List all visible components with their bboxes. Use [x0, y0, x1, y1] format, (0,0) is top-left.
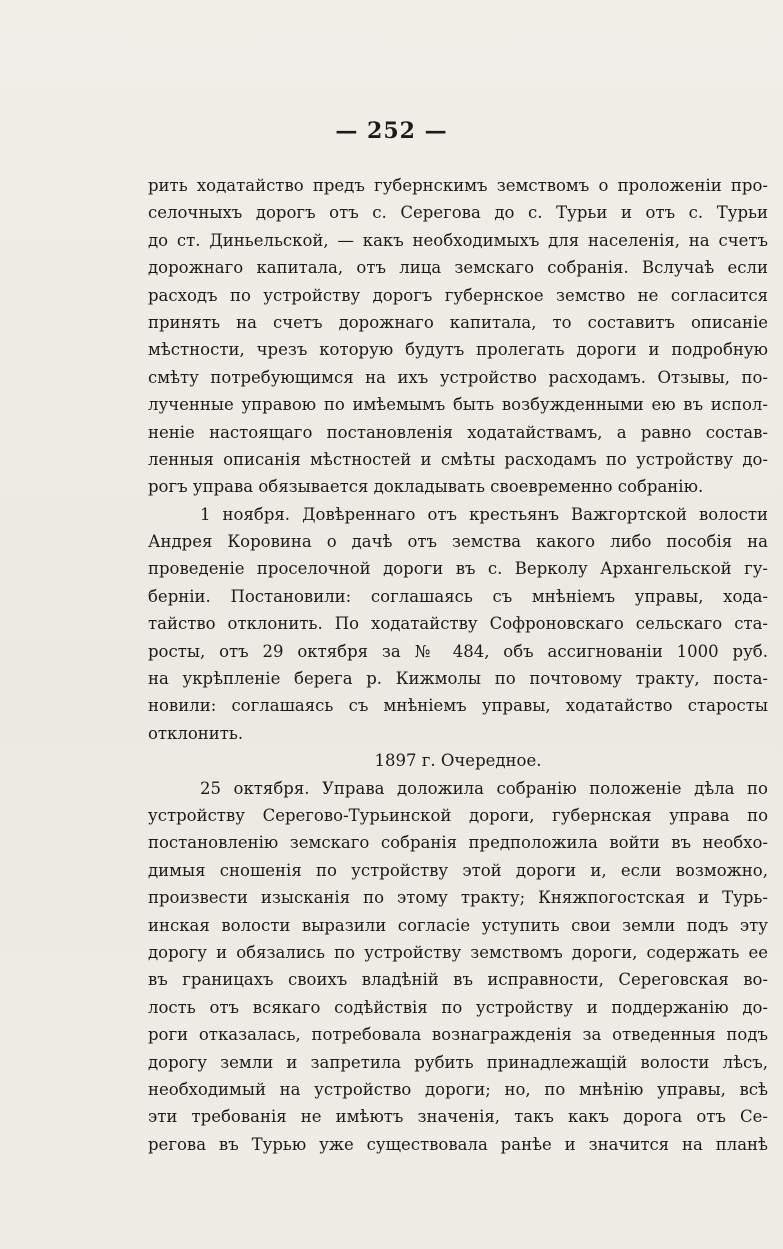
text-line: рогъ управа обязывается докладывать своевременно собранію. [148, 477, 704, 497]
text-line: эти требованія не имѣютъ значенія, такъ какъ дорога отъ Се- [148, 1107, 768, 1127]
text-line: смѣту потребующимся на ихъ устройство расходамъ. Отзывы, по- [148, 367, 768, 387]
text-line: димыя сношенія по устройству этой дороги и, если возможно, [148, 860, 768, 880]
text-line: принять на счетъ дорожнаго капитала, то составитъ описаніе [148, 312, 768, 332]
text-line: постановленію земскаго собранія предположила войти въ необхо- [148, 833, 768, 853]
text-line: неніе настоящаго постановленія ходатайствамъ, а равно состав- [148, 422, 768, 442]
text-line: инская волости выразили согласіе уступить свои земли подъ эту [148, 915, 768, 935]
text-line: 1897 г. Очередное. [374, 751, 542, 771]
text-line: необходимый на устройство дороги; но, по мнѣнію управы, всѣ [148, 1079, 768, 1099]
text-line: 25 октября. Управа доложила собранію положеніе дѣла по [200, 778, 768, 798]
text-line: роги отказалась, потребовала вознагражденія за отведенныя подъ [148, 1025, 768, 1045]
text-line: дорогу и обязались по устройству земствомъ дороги, содержать ее [148, 942, 768, 962]
text-line: на укрѣпленіе берега р. Кижмолы по почтовому тракту, поста- [148, 669, 768, 689]
page-number: — 252 — [335, 118, 448, 144]
text-line: берніи. Постановили: соглашаясь съ мнѣніемъ управы, хода- [148, 586, 768, 606]
text-line: Андрея Коровина о дачѣ отъ земства какого либо пособія на [148, 532, 768, 552]
text-line: 1 ноября. Довѣреннаго отъ крестьянъ Важгортской волости [200, 504, 768, 524]
text-line: лость отъ всякаго содѣйствія по устройству и поддержанію до- [148, 997, 768, 1017]
text-line: устройству Серегово-Турьинской дороги, губернская управа по [148, 805, 768, 825]
text-line: тайство отклонить. По ходатайству Софроновскаго сельскаго ста- [148, 614, 768, 634]
text-line: рить ходатайство предъ губернскимъ земствомъ о проложенiи про- [148, 176, 768, 195]
text-line: селочныхъ дорогъ отъ с. Серегова до с. Турьи и отъ с. Турьи [148, 203, 768, 223]
text-line: проведеніе проселочной дороги въ с. Верколу Архангельской гу- [148, 559, 768, 579]
text-line: дорогу земли и запретила рубить принадлежащій волости лѣсъ, [148, 1052, 768, 1072]
text-line: регова въ Турью уже существовала ранѣе и значится на планѣ [148, 1134, 768, 1154]
text-line: расходъ по устройству дорогъ губернское земство не согласится [148, 285, 768, 305]
text-line: произвести изысканія по этому тракту; Княжпогостская и Турь- [148, 888, 768, 908]
page-text-body [148, 172, 768, 1158]
text-line: отклонить. [148, 723, 244, 743]
text-line: росты, отъ 29 октября за № 484, объ ассигнованіи 1000 руб. [148, 641, 768, 661]
text-line: лученные управою по имѣемымъ быть возбужденными ею въ испол- [148, 395, 768, 415]
text-line: дорожнаго капитала, отъ лица земскаго собранія. Вслучаѣ если [148, 258, 768, 278]
text-line: въ границахъ своихъ владѣній въ исправности, Сереговская во- [148, 970, 768, 990]
text-line: ленныя описанія мѣстностей и смѣты расходамъ по устройству до- [148, 449, 768, 469]
text-line: мѣстности, чрезъ которую будутъ пролегать дороги и подробную [148, 340, 768, 360]
text-line: новили: соглашаясь съ мнѣніемъ управы, ходатайство старосты [148, 696, 768, 716]
text-line: до ст. Диньельской, — какъ необходимыхъ для населенія, на счетъ [148, 230, 768, 250]
